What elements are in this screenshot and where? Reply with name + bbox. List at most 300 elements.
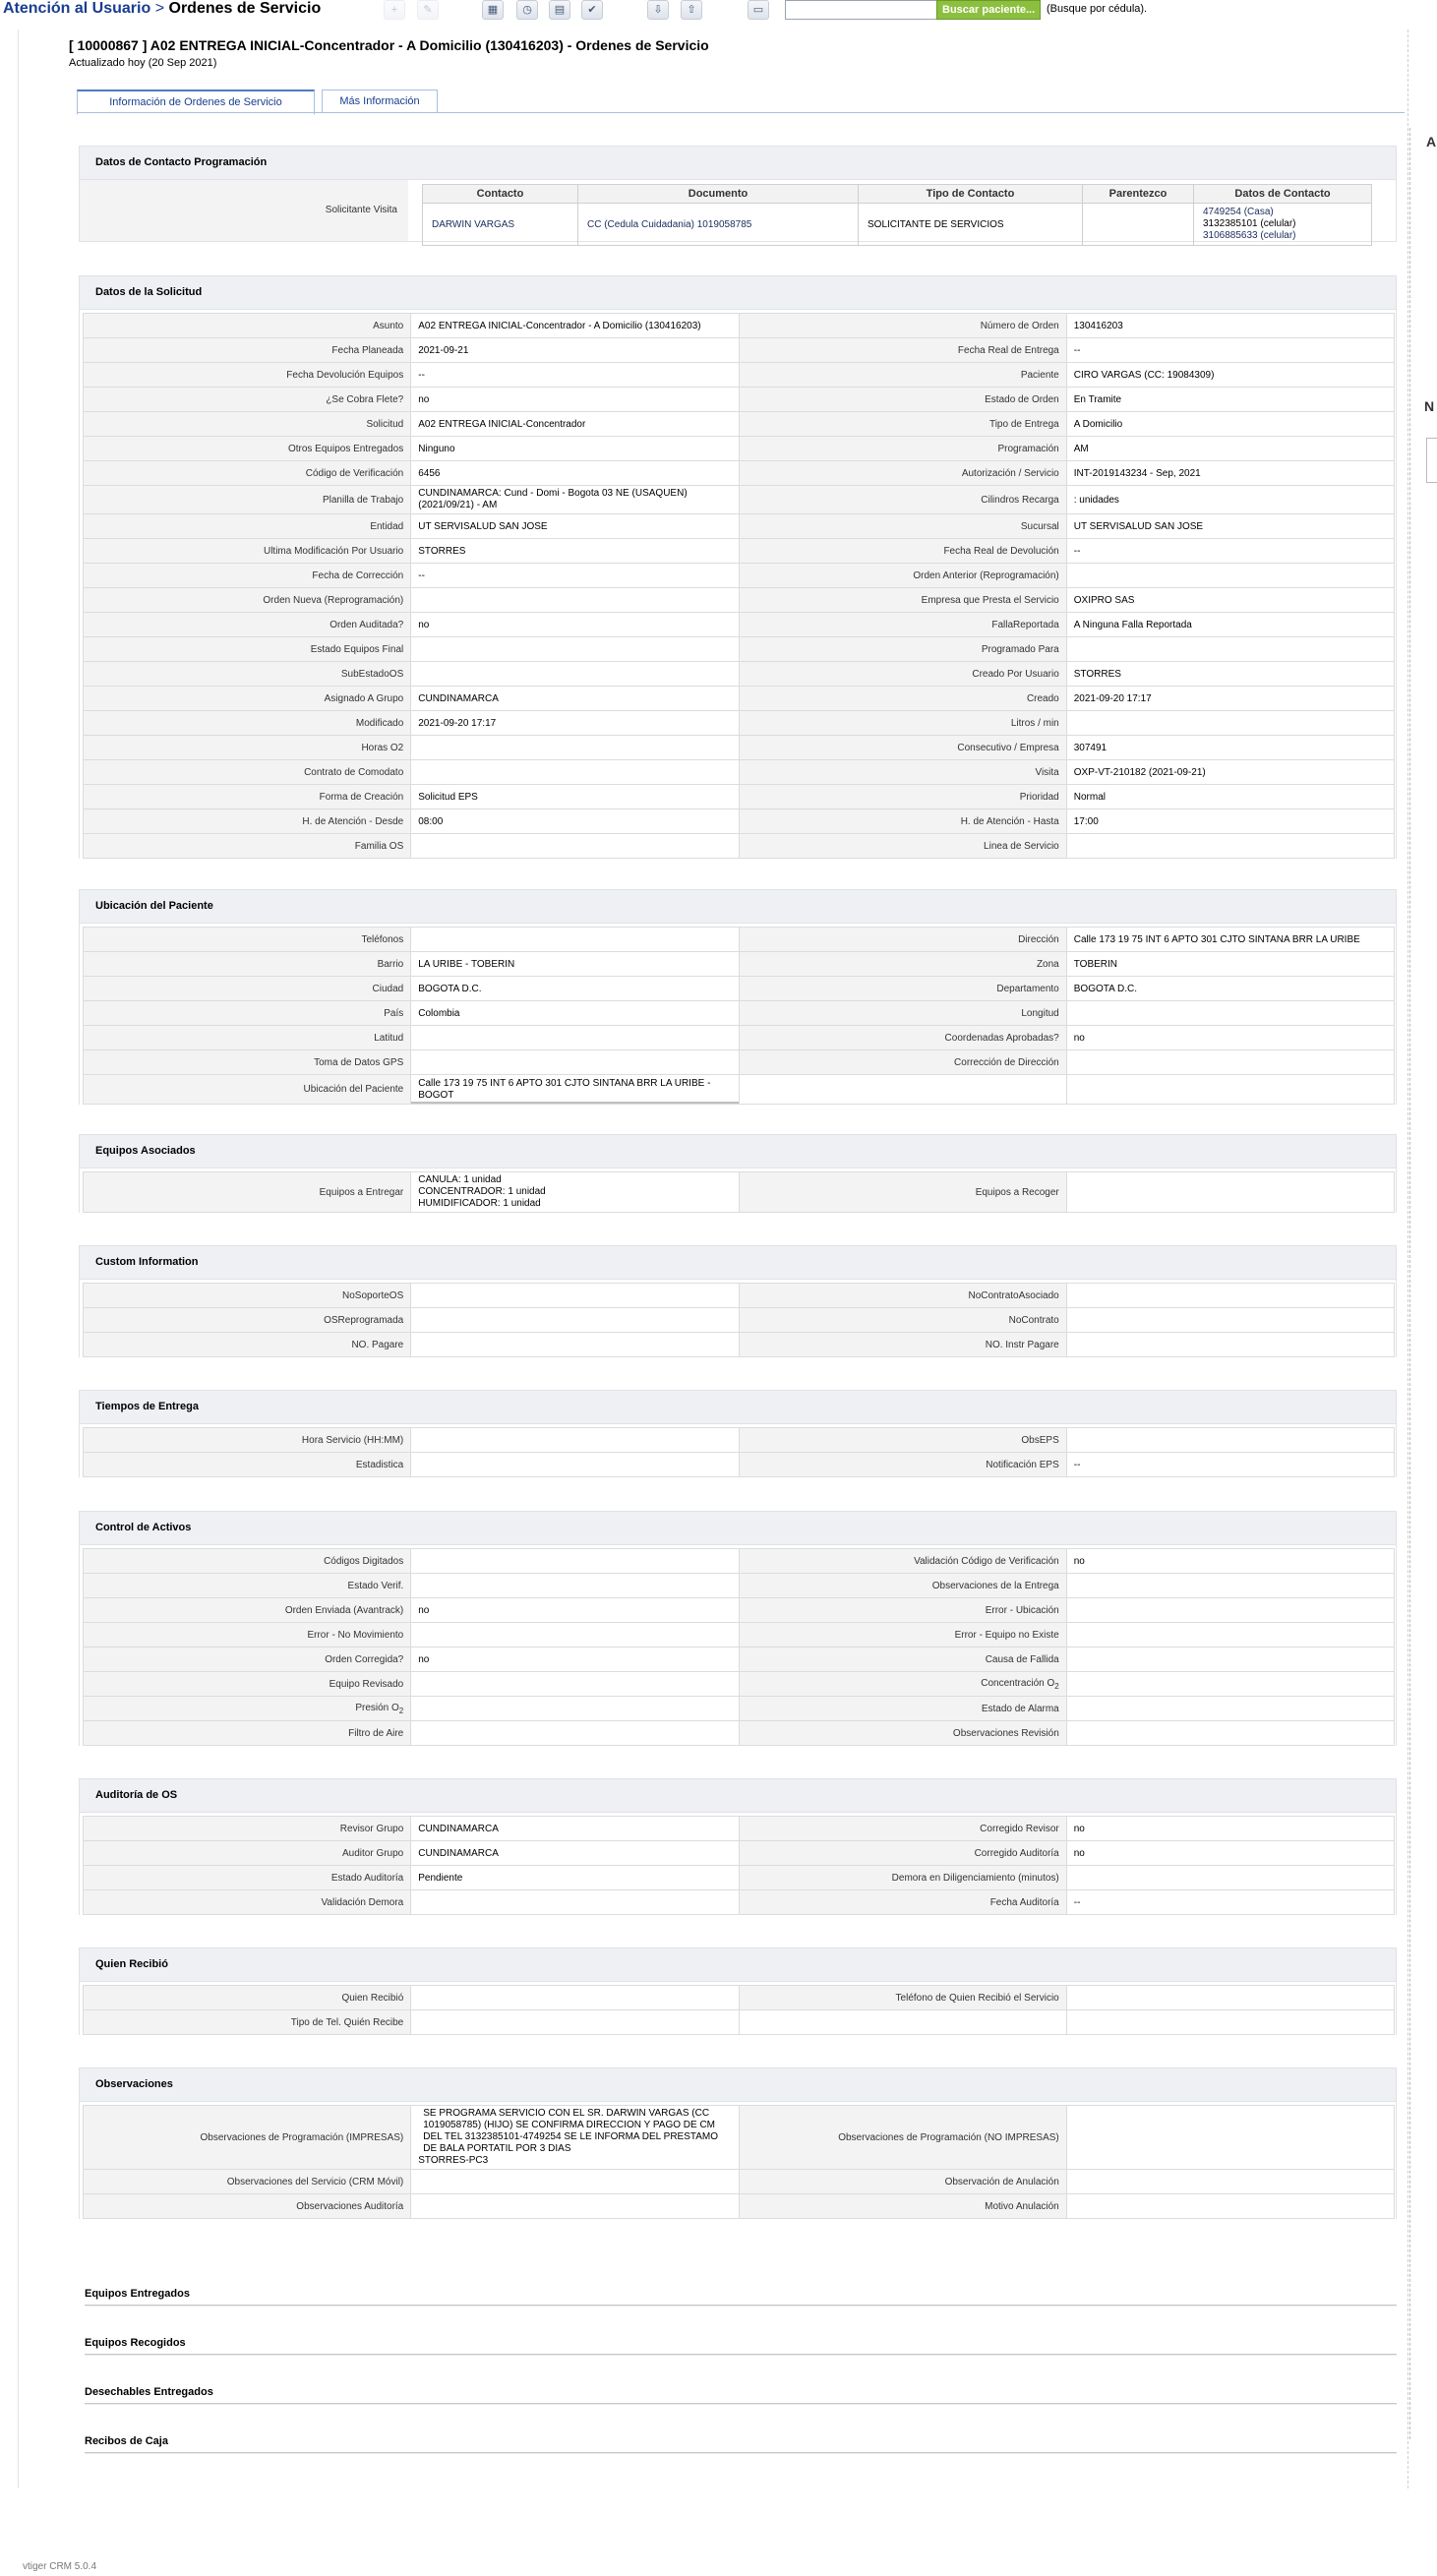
field-label: Ultima Modificación Por Usuario bbox=[84, 539, 411, 564]
field-label: Asignado A Grupo bbox=[84, 687, 411, 711]
monitor-icon[interactable]: ▭ bbox=[748, 0, 769, 20]
field-label: Revisor Grupo bbox=[84, 1817, 411, 1841]
breadcrumb-module-link[interactable]: Atención al Usuario bbox=[3, 0, 151, 17]
right-divider bbox=[1409, 128, 1411, 2439]
search-hint: (Busque por cédula). bbox=[1047, 3, 1148, 15]
field-label: Asunto bbox=[84, 314, 411, 338]
breadcrumb-separator: > bbox=[154, 0, 165, 17]
field-value bbox=[1066, 1721, 1394, 1746]
section-observaciones bbox=[79, 2067, 1397, 2219]
section-title: Equipos Recogidos bbox=[85, 2337, 186, 2349]
field-label: Horas O2 bbox=[84, 736, 411, 760]
field-label: Códigos Digitados bbox=[84, 1549, 411, 1574]
field-label: Estado Verif. bbox=[84, 1574, 411, 1598]
field-value bbox=[1066, 564, 1394, 588]
field-value bbox=[411, 637, 739, 662]
table-row bbox=[84, 1284, 1395, 1308]
table-row bbox=[84, 2010, 1395, 2035]
field-label: NoSoporteOS bbox=[84, 1284, 411, 1308]
tab-info-ordenes[interactable]: Información de Ordenes de Servicio bbox=[77, 90, 315, 115]
observaciones-table bbox=[83, 2105, 1395, 2219]
field-value: Solicitud EPS bbox=[411, 785, 739, 809]
table-row bbox=[84, 809, 1395, 834]
table-row bbox=[84, 1623, 1395, 1647]
field-value: A Domicilio bbox=[1066, 412, 1394, 437]
field-label: Quien Recibió bbox=[84, 1986, 411, 2010]
field-label: Equipos a Entregar bbox=[84, 1172, 411, 1213]
field-label: Error - Equipo no Existe bbox=[739, 1623, 1066, 1647]
field-label: Corregido Auditoría bbox=[739, 1841, 1066, 1866]
field-label: Hora Servicio (HH:MM) bbox=[84, 1428, 411, 1453]
field-label: Paciente bbox=[739, 363, 1066, 388]
field-label: Presión $O_2$ bbox=[84, 1697, 411, 1721]
field-label: Código de Verificación bbox=[84, 461, 411, 486]
field-label: Solicitud bbox=[84, 412, 411, 437]
table-row bbox=[84, 1574, 1395, 1598]
field-value: UT SERVISALUD SAN JOSE bbox=[1066, 514, 1394, 539]
field-label: Tipo de Tel. Quién Recibe bbox=[84, 2010, 411, 2035]
field-value: CUNDINAMARCA: Cund - Domi - Bogota 03 NE (USAQUEN) (2021/09/21) - AM bbox=[411, 486, 739, 514]
contact-row-label: Solicitante Visita bbox=[325, 205, 397, 215]
table-row bbox=[84, 539, 1395, 564]
field-value: A02 ENTREGA INICIAL-Concentrador bbox=[411, 412, 739, 437]
field-value bbox=[1066, 1598, 1394, 1623]
field-value: : unidades bbox=[1066, 486, 1394, 514]
table-row bbox=[84, 1647, 1395, 1672]
table-row bbox=[84, 834, 1395, 859]
field-value bbox=[1066, 1697, 1394, 1721]
field-label: Toma de Datos GPS bbox=[84, 1050, 411, 1075]
col-contacto: Contacto bbox=[423, 185, 578, 204]
field-label: Teléfono de Quien Recibió el Servicio bbox=[739, 1986, 1066, 2010]
obs-programacion-value bbox=[411, 2106, 739, 2170]
field-value: no bbox=[1066, 1026, 1394, 1050]
footer-version: vtiger CRM 5.0.4 bbox=[23, 2561, 97, 2572]
field-label: Teléfonos bbox=[84, 928, 411, 952]
obs-line: SE PROGRAMA SERVICIO CON EL SR. DARWIN VARGAS (CC 1019058785) (HIJO) SE CONFIRMA DIRECCION Y PAGO DE CM DEL TEL 3132385101-4749254 SE LE INFORMA DEL PRESTAMO DE BALA PORTATIL POR 3 DIAS bbox=[423, 2108, 719, 2154]
field-label: Ciudad bbox=[84, 977, 411, 1001]
field-label: Sucursal bbox=[739, 514, 1066, 539]
auditoria-table bbox=[83, 1816, 1395, 1915]
table-row bbox=[84, 2194, 1395, 2219]
export-icon[interactable]: ⇧ bbox=[681, 0, 702, 20]
field-label: Error - No Movimiento bbox=[84, 1623, 411, 1647]
field-label: Modificado bbox=[84, 711, 411, 736]
clock-icon[interactable]: ◷ bbox=[516, 0, 538, 20]
field-label: Programado Para bbox=[739, 637, 1066, 662]
field-label: NO. Pagare bbox=[84, 1333, 411, 1357]
field-value: Colombia bbox=[411, 1001, 739, 1026]
field-value: -- bbox=[411, 363, 739, 388]
field-value bbox=[1066, 2106, 1394, 2170]
field-label: NoContratoAsociado bbox=[739, 1284, 1066, 1308]
field-label: Causa de Fallida bbox=[739, 1647, 1066, 1672]
field-label: Otros Equipos Entregados bbox=[84, 437, 411, 461]
field-label: Estado Auditoría bbox=[84, 1866, 411, 1890]
custom-table bbox=[83, 1283, 1395, 1357]
phone-celular-2: 3106885633 (celular) bbox=[1203, 230, 1296, 241]
section-title: Quien Recibió bbox=[79, 1947, 1397, 1982]
col-datos: Datos de Contacto bbox=[1194, 185, 1372, 204]
field-label: Estado de Alarma bbox=[739, 1697, 1066, 1721]
field-label: Dirección bbox=[739, 928, 1066, 952]
table-row bbox=[84, 564, 1395, 588]
field-label: Cilindros Recarga bbox=[739, 486, 1066, 514]
table-row bbox=[84, 637, 1395, 662]
table-row bbox=[84, 760, 1395, 785]
field-label: Fecha Real de Devolución bbox=[739, 539, 1066, 564]
table-row bbox=[84, 613, 1395, 637]
field-value: no bbox=[411, 1647, 739, 1672]
field-value: STORRES bbox=[411, 539, 739, 564]
table-row bbox=[84, 1453, 1395, 1477]
field-value: no bbox=[1066, 1817, 1394, 1841]
import-icon[interactable]: ⇩ bbox=[647, 0, 669, 20]
section-solicitud bbox=[79, 275, 1397, 859]
field-label: ¿Se Cobra Flete? bbox=[84, 388, 411, 412]
field-value: BOGOTA D.C. bbox=[1066, 977, 1394, 1001]
section-equipos-recogidos[interactable] bbox=[85, 2337, 1397, 2356]
field-label: Programación bbox=[739, 437, 1066, 461]
field-value bbox=[1066, 2194, 1394, 2219]
phone-casa: 4749254 (Casa) bbox=[1203, 207, 1274, 217]
section-title: Custom Information bbox=[79, 1245, 1397, 1280]
field-value: CUNDINAMARCA bbox=[411, 687, 739, 711]
patient-search-input[interactable] bbox=[785, 0, 938, 20]
field-value: -- bbox=[1066, 338, 1394, 363]
section-title: Datos de la Solicitud bbox=[79, 275, 1397, 310]
table-row bbox=[84, 486, 1395, 514]
field-value bbox=[1066, 1050, 1394, 1075]
field-label: Forma de Creación bbox=[84, 785, 411, 809]
field-value: no bbox=[411, 1598, 739, 1623]
field-value: A Ninguna Falla Reportada bbox=[1066, 613, 1394, 637]
field-value: no bbox=[1066, 1549, 1394, 1574]
equipos-entregar-value bbox=[411, 1172, 739, 1213]
section-title: Observaciones bbox=[79, 2067, 1397, 2102]
table-row bbox=[84, 1866, 1395, 1890]
field-label: Orden Enviada (Avantrack) bbox=[84, 1598, 411, 1623]
section-control bbox=[79, 1511, 1397, 1746]
field-value bbox=[411, 1986, 739, 2010]
field-label: Observaciones Auditoría bbox=[84, 2194, 411, 2219]
section-title: Desechables Entregados bbox=[85, 2386, 213, 2398]
field-label: H. de Atención - Desde bbox=[84, 809, 411, 834]
field-label: Ubicación del Paciente bbox=[84, 1075, 411, 1105]
field-label: País bbox=[84, 1001, 411, 1026]
todo-icon[interactable]: ✔ bbox=[581, 0, 603, 20]
field-label: Zona bbox=[739, 952, 1066, 977]
field-value bbox=[411, 928, 739, 952]
field-value bbox=[411, 1308, 739, 1333]
right-panel-heading: A bbox=[1426, 134, 1437, 150]
equipo-line: CANULA: 1 unidad bbox=[418, 1174, 502, 1185]
field-label: Observaciones de la Entrega bbox=[739, 1574, 1066, 1598]
table-row bbox=[84, 928, 1395, 952]
field-value: OXP-VT-210182 (2021-09-21) bbox=[1066, 760, 1394, 785]
field-label: Observaciones Revisión bbox=[739, 1721, 1066, 1746]
table-row bbox=[84, 1050, 1395, 1075]
field-label: Notificación EPS bbox=[739, 1453, 1066, 1477]
calculator-icon[interactable]: ▤ bbox=[549, 0, 570, 20]
field-value: Calle 173 19 75 INT 6 APTO 301 CJTO SINTANA BRR LA URIBE bbox=[1066, 928, 1394, 952]
cell-parentezco bbox=[1083, 204, 1194, 246]
field-value bbox=[411, 1428, 739, 1453]
cell-datos bbox=[1194, 204, 1372, 246]
field-label: Equipo Revisado bbox=[84, 1672, 411, 1697]
field-label: Familia OS bbox=[84, 834, 411, 859]
section-equipos bbox=[79, 1134, 1397, 1213]
col-parentezco: Parentezco bbox=[1083, 185, 1194, 204]
field-label: Validación Demora bbox=[84, 1890, 411, 1915]
table-row bbox=[84, 1001, 1395, 1026]
field-value bbox=[411, 834, 739, 859]
field-value: -- bbox=[1066, 1890, 1394, 1915]
table-row bbox=[84, 977, 1395, 1001]
field-value: no bbox=[411, 388, 739, 412]
field-label: Observaciones del Servicio (CRM Móvil) bbox=[84, 2170, 411, 2194]
tab-mas-informacion[interactable]: Más Información bbox=[322, 90, 438, 113]
table-row bbox=[423, 204, 1372, 246]
field-value bbox=[411, 1050, 739, 1075]
field-value bbox=[411, 1721, 739, 1746]
field-value bbox=[411, 1333, 739, 1357]
field-label: Observaciones de Programación (NO IMPRESAS) bbox=[739, 2106, 1066, 2170]
table-row bbox=[84, 1817, 1395, 1841]
ubicacion-table bbox=[83, 927, 1395, 1105]
breadcrumb bbox=[3, 0, 321, 18]
field-value bbox=[1066, 1986, 1394, 2010]
field-value bbox=[411, 1623, 739, 1647]
table-row bbox=[84, 1075, 1395, 1105]
field-value: -- bbox=[1066, 539, 1394, 564]
equipo-line: HUMIDIFICADOR: 1 unidad bbox=[418, 1198, 541, 1209]
field-label: NoContrato bbox=[739, 1308, 1066, 1333]
tab-underline bbox=[77, 112, 1405, 113]
field-value bbox=[1066, 834, 1394, 859]
table-row bbox=[84, 1890, 1395, 1915]
section-equipos-entregados[interactable] bbox=[85, 2288, 1397, 2306]
add-icon: + bbox=[384, 0, 405, 20]
section-auditoria bbox=[79, 1778, 1397, 1915]
field-value bbox=[411, 1574, 739, 1598]
subscript: 2 bbox=[398, 1706, 404, 1715]
field-value: 307491 bbox=[1066, 736, 1394, 760]
subscript: 2 bbox=[1054, 1681, 1059, 1691]
field-label: Prioridad bbox=[739, 785, 1066, 809]
field-label: Empresa que Presta el Servicio bbox=[739, 588, 1066, 613]
table-row bbox=[84, 388, 1395, 412]
field-label: Entidad bbox=[84, 514, 411, 539]
field-value: BOGOTA D.C. bbox=[411, 977, 739, 1001]
table-row bbox=[84, 363, 1395, 388]
field-value bbox=[411, 1697, 739, 1721]
section-title: Ubicación del Paciente bbox=[79, 889, 1397, 924]
field-label: Barrio bbox=[84, 952, 411, 977]
field-label: Observaciones de Programación (IMPRESAS) bbox=[84, 2106, 411, 2170]
table-row bbox=[84, 2106, 1395, 2170]
field-value: A02 ENTREGA INICIAL-Concentrador - A Domicilio (130416203) bbox=[411, 314, 739, 338]
field-value: En Tramite bbox=[1066, 388, 1394, 412]
field-value: 08:00 bbox=[411, 809, 739, 834]
obs-line: STORRES-PC3 bbox=[418, 2155, 489, 2166]
recibio-table bbox=[83, 1985, 1395, 2035]
field-value bbox=[1066, 1308, 1394, 1333]
field-label: Orden Nueva (Reprogramación) bbox=[84, 588, 411, 613]
field-value: Pendiente bbox=[411, 1866, 739, 1890]
field-value bbox=[1066, 1284, 1394, 1308]
table-row bbox=[84, 314, 1395, 338]
page-title: [ 10000867 ] A02 ENTREGA INICIAL-Concentrador - A Domicilio (130416203) - Ordenes de Servicio bbox=[69, 37, 709, 53]
section-desechables[interactable] bbox=[85, 2386, 1397, 2405]
field-label: Linea de Servicio bbox=[739, 834, 1066, 859]
field-value bbox=[1066, 1333, 1394, 1357]
table-row bbox=[84, 461, 1395, 486]
section-title: Equipos Entregados bbox=[85, 2288, 190, 2300]
field-label: Fecha Auditoría bbox=[739, 1890, 1066, 1915]
field-value bbox=[411, 1549, 739, 1574]
table-row bbox=[84, 687, 1395, 711]
field-value: no bbox=[1066, 1841, 1394, 1866]
field-label: Longitud bbox=[739, 1001, 1066, 1026]
section-recibio bbox=[79, 1947, 1397, 2035]
field-value[interactable]: Calle 173 19 75 INT 6 APTO 301 CJTO SINTANA BRR LA URIBE - BOGOT bbox=[411, 1075, 739, 1105]
calendar-icon[interactable]: ▦ bbox=[482, 0, 504, 20]
table-row bbox=[84, 437, 1395, 461]
field-value: AM bbox=[1066, 437, 1394, 461]
field-value: 6456 bbox=[411, 461, 739, 486]
field-label: FallaReportada bbox=[739, 613, 1066, 637]
cell-contacto: DARWIN VARGAS bbox=[423, 204, 578, 246]
field-label: Corregido Revisor bbox=[739, 1817, 1066, 1841]
section-contacto bbox=[79, 146, 1397, 242]
field-value: no bbox=[411, 613, 739, 637]
breadcrumb-page: Ordenes de Servicio bbox=[168, 0, 322, 17]
field-value bbox=[1066, 1428, 1394, 1453]
field-label: Auditor Grupo bbox=[84, 1841, 411, 1866]
field-value: OXIPRO SAS bbox=[1066, 588, 1394, 613]
field-label: Planilla de Trabajo bbox=[84, 486, 411, 514]
field-value bbox=[1066, 1623, 1394, 1647]
table-row bbox=[84, 338, 1395, 363]
field-value: CIRO VARGAS (CC: 19084309) bbox=[1066, 363, 1394, 388]
field-label: SubEstadoOS bbox=[84, 662, 411, 687]
field-label: Coordenadas Aprobadas? bbox=[739, 1026, 1066, 1050]
field-value bbox=[411, 588, 739, 613]
table-row bbox=[84, 1428, 1395, 1453]
field-label: Fecha Planeada bbox=[84, 338, 411, 363]
updated-label: Actualizado hoy (20 Sep 2021) bbox=[69, 57, 217, 69]
field-label: Orden Anterior (Reprogramación) bbox=[739, 564, 1066, 588]
table-row bbox=[84, 1172, 1395, 1213]
section-recibos-caja[interactable] bbox=[85, 2435, 1397, 2454]
field-label: Visita bbox=[739, 760, 1066, 785]
field-label: Fecha de Corrección bbox=[84, 564, 411, 588]
section-title: Recibos de Caja bbox=[85, 2435, 168, 2447]
field-label: Validación Código de Verificación bbox=[739, 1549, 1066, 1574]
equipo-line: CONCENTRADOR: 1 unidad bbox=[418, 1186, 546, 1197]
table-row bbox=[84, 588, 1395, 613]
equipos-table bbox=[83, 1171, 1395, 1213]
top-bar bbox=[0, 0, 1434, 22]
field-value bbox=[1066, 1672, 1394, 1697]
field-label: Departamento bbox=[739, 977, 1066, 1001]
section-tiempos bbox=[79, 1390, 1397, 1477]
phone-celular-1: 3132385101 (celular) bbox=[1203, 218, 1296, 229]
field-value: Ninguno bbox=[411, 437, 739, 461]
table-row bbox=[84, 1549, 1395, 1574]
table-row bbox=[84, 662, 1395, 687]
field-label: Demora en Diligenciamiento (minutos) bbox=[739, 1866, 1066, 1890]
field-label: Tipo de Entrega bbox=[739, 412, 1066, 437]
field-label: Filtro de Aire bbox=[84, 1721, 411, 1746]
field-label: Autorización / Servicio bbox=[739, 461, 1066, 486]
field-value bbox=[1066, 1574, 1394, 1598]
field-value bbox=[1066, 1647, 1394, 1672]
field-label: Latitud bbox=[84, 1026, 411, 1050]
table-row bbox=[84, 1986, 1395, 2010]
field-value bbox=[1066, 637, 1394, 662]
field-label: Estadistica bbox=[84, 1453, 411, 1477]
right-panel-box[interactable] bbox=[1426, 438, 1437, 483]
search-patient-button[interactable]: Buscar paciente... bbox=[936, 0, 1041, 20]
field-label: Estado Equipos Final bbox=[84, 637, 411, 662]
field-value: TOBERIN bbox=[1066, 952, 1394, 977]
field-value bbox=[1066, 1866, 1394, 1890]
section-title: Control de Activos bbox=[79, 1511, 1397, 1545]
field-value bbox=[411, 2010, 739, 2035]
field-label: Contrato de Comodato bbox=[84, 760, 411, 785]
field-value bbox=[411, 2170, 739, 2194]
field-value bbox=[411, 736, 739, 760]
field-value: INT-2019143234 - Sep, 2021 bbox=[1066, 461, 1394, 486]
field-value bbox=[411, 662, 739, 687]
field-value bbox=[1066, 711, 1394, 736]
table-row bbox=[84, 952, 1395, 977]
cell-documento: CC (Cedula Cuidadania) 1019058785 bbox=[578, 204, 859, 246]
cell-tipo: SOLICITANTE DE SERVICIOS bbox=[859, 204, 1083, 246]
field-value bbox=[411, 2194, 739, 2219]
field-label: Orden Auditada? bbox=[84, 613, 411, 637]
field-value: -- bbox=[411, 564, 739, 588]
control-table bbox=[83, 1548, 1395, 1746]
field-label: Creado bbox=[739, 687, 1066, 711]
field-label: Litros / min bbox=[739, 711, 1066, 736]
col-documento: Documento bbox=[578, 185, 859, 204]
field-value: Normal bbox=[1066, 785, 1394, 809]
edit-icon: ✎ bbox=[417, 0, 439, 20]
table-row bbox=[84, 514, 1395, 539]
section-title: Tiempos de Entrega bbox=[79, 1390, 1397, 1424]
section-title: Auditoría de OS bbox=[79, 1778, 1397, 1813]
field-value bbox=[411, 1284, 739, 1308]
field-label: Equipos a Recoger bbox=[739, 1172, 1066, 1213]
field-value: UT SERVISALUD SAN JOSE bbox=[411, 514, 739, 539]
table-row bbox=[84, 1841, 1395, 1866]
field-label: Fecha Real de Entrega bbox=[739, 338, 1066, 363]
field-label: Creado Por Usuario bbox=[739, 662, 1066, 687]
field-value: STORRES bbox=[1066, 662, 1394, 687]
field-label: Error - Ubicación bbox=[739, 1598, 1066, 1623]
section-custom bbox=[79, 1245, 1397, 1357]
contact-body bbox=[79, 180, 1397, 242]
col-tipo: Tipo de Contacto bbox=[859, 185, 1083, 204]
section-ubicacion bbox=[79, 889, 1397, 1105]
contact-table bbox=[422, 184, 1372, 246]
section-title: Datos de Contacto Programación bbox=[79, 146, 1397, 180]
table-row bbox=[84, 1026, 1395, 1050]
field-label: Consecutivo / Empresa bbox=[739, 736, 1066, 760]
